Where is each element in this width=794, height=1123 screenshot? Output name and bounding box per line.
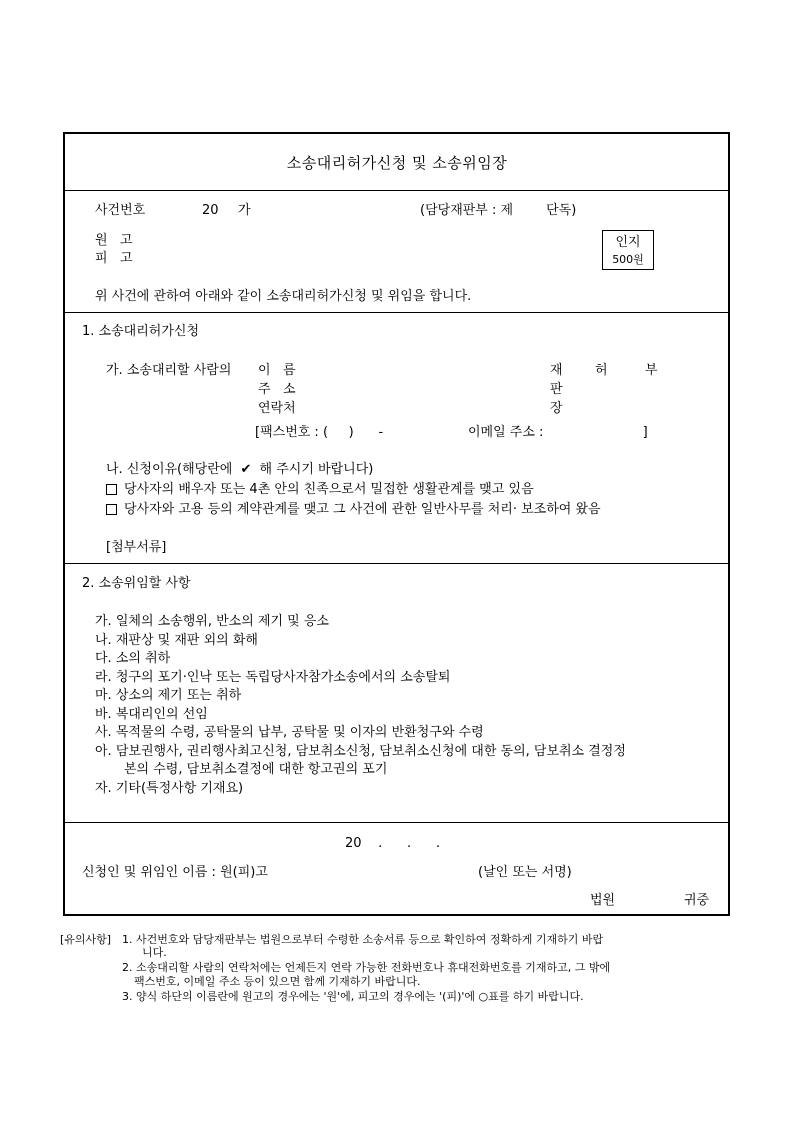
check-mark-icon: ✔ bbox=[240, 462, 252, 477]
note-1-continuation: 니다. bbox=[142, 946, 167, 959]
case-year: 20 bbox=[202, 203, 219, 218]
divider-section2 bbox=[63, 822, 730, 823]
notes-label: [유의사항] bbox=[60, 933, 112, 946]
plaintiff-label: 원 고 bbox=[95, 233, 133, 248]
judge-char-pan: 판 bbox=[550, 382, 563, 397]
note-2: 2. 소송대리할 사람의 연락처에는 언제든지 연락 가능한 전화번호나 휴대전화번호를 기재하고, 그 밖에 bbox=[122, 961, 611, 974]
field-contact-label: 연락처 bbox=[258, 401, 296, 416]
case-type: 가 bbox=[238, 203, 251, 218]
representative-label: 가. 소송대리할 사람의 bbox=[106, 363, 232, 378]
divider-case bbox=[63, 312, 730, 313]
stamp-label: 인지 bbox=[615, 235, 641, 250]
email-field[interactable]: 이메일 주소 : ] bbox=[468, 425, 648, 440]
delegation-item: 다. 소의 취하 bbox=[95, 651, 171, 666]
reason1-text: 당사자의 배우자 또는 4촌 안의 친족으로서 밀접한 생활관계를 맺고 있음 bbox=[124, 482, 534, 497]
field-address-label: 주 소 bbox=[258, 382, 296, 397]
delegation-item-continuation: 본의 수령, 담보취소결정에 대한 항고권의 포기 bbox=[124, 762, 388, 777]
applicant-name-label: 신청인 및 위임인 이름 : 원(피)고 bbox=[82, 865, 268, 880]
reason2-checkbox[interactable] bbox=[106, 504, 117, 515]
defendant-label: 피 고 bbox=[95, 251, 133, 266]
divider-section1 bbox=[63, 563, 730, 564]
attachments-label: [첨부서류] bbox=[106, 540, 167, 555]
delegation-item: 자. 기타(특정사항 기재요) bbox=[95, 781, 244, 796]
intro-text: 위 사건에 관하여 아래와 같이 소송대리허가신청 및 위임을 합니다. bbox=[95, 289, 472, 304]
reason-label-text-2: 해 주시기 바랍니다) bbox=[259, 462, 374, 477]
note-1: 1. 사건번호와 담당재판부는 법원으로부터 수령한 소송서류 등으로 확인하여 정확하게 기재하기 바랍 bbox=[122, 933, 604, 946]
honorific-label: 귀중 bbox=[684, 893, 710, 908]
section1-heading: 1. 소송대리허가신청 bbox=[82, 324, 199, 339]
delegation-item: 라. 청구의 포기·인낙 또는 독립당사자참가소송에서의 소송탈퇴 bbox=[95, 670, 451, 685]
stamp-amount: 500원 bbox=[612, 253, 644, 266]
delegation-item: 마. 상소의 제기 또는 취하 bbox=[95, 688, 242, 703]
case-department: (담당재판부 : 제 단독) bbox=[420, 203, 577, 218]
section2-heading: 2. 소송위임할 사항 bbox=[82, 576, 191, 591]
reason-label bbox=[106, 463, 373, 476]
judge-char-bu: 부 bbox=[645, 363, 658, 378]
revenue-stamp-box bbox=[602, 230, 654, 270]
delegation-item: 나. 재판상 및 재판 외의 화해 bbox=[95, 633, 258, 648]
case-number-label: 사건번호 bbox=[95, 203, 146, 218]
page-title: 소송대리허가신청 및 소송위임장 bbox=[286, 154, 508, 172]
reason-label-text: 나. 신청이유(해당란에 bbox=[106, 462, 233, 477]
court-label: 법원 bbox=[590, 893, 616, 908]
judge-char-heo: 허 bbox=[595, 363, 608, 378]
fax-number-field[interactable]: [팩스번호 : ( ) - bbox=[255, 425, 384, 440]
field-name-label: 이 름 bbox=[258, 363, 296, 378]
signature-date: 20 . . . bbox=[345, 836, 441, 851]
judge-char-jae: 재 bbox=[550, 363, 563, 378]
delegation-item: 사. 목적물의 수령, 공탁물의 납부, 공탁물 및 이자의 반환청구와 수령 bbox=[95, 725, 484, 740]
delegation-item: 아. 담보권행사, 권리행사최고신청, 담보취소신청, 담보취소신청에 대한 동의, 담보취소 결정정 bbox=[95, 744, 626, 759]
reason2-text: 당사자와 고용 등의 계약관계를 맺고 그 사건에 관한 일반사무를 처리· 보조하여 왔음 bbox=[124, 502, 601, 517]
delegation-item: 바. 복대리인의 선임 bbox=[95, 707, 208, 722]
reason1-checkbox[interactable] bbox=[106, 484, 117, 495]
note-3: 3. 양식 하단의 이름란에 원고의 경우에는 '원'에, 피고의 경우에는 '(피)'에 ○표를 하기 바랍니다. bbox=[122, 990, 584, 1003]
note-2-continuation: 팩스번호, 이메일 주소 등이 있으면 함께 기재하기 바랍니다. bbox=[134, 975, 421, 988]
judge-char-jang: 장 bbox=[550, 401, 563, 416]
seal-or-signature: (날인 또는 서명) bbox=[478, 865, 572, 880]
delegation-item: 가. 일체의 소송행위, 반소의 제기 및 응소 bbox=[95, 614, 329, 629]
divider-title bbox=[63, 190, 730, 191]
